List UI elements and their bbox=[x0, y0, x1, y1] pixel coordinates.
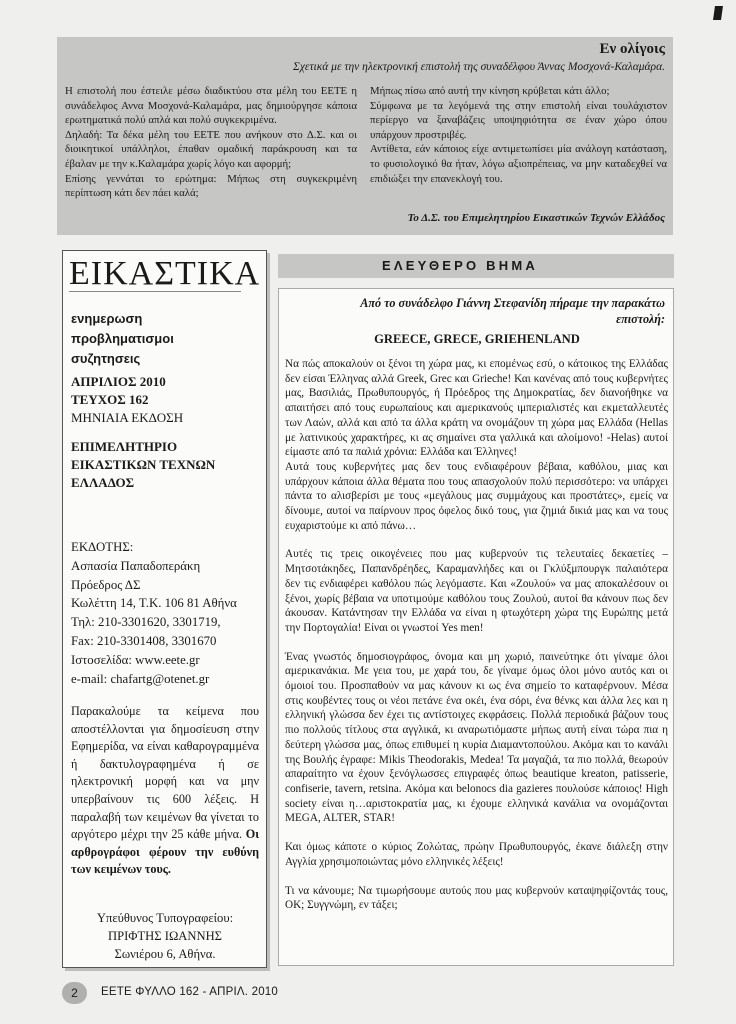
tagline-line: ενημερωση bbox=[71, 311, 143, 326]
publisher-line: ΕΙΚΑΣΤΙΚΩΝ ΤΕΧΝΩΝ bbox=[71, 457, 216, 472]
detail-line: Fax: 210-3301408, 3301670 bbox=[71, 633, 217, 648]
footer-text: ΕΕΤΕ ΦΥΛΛΟ 162 - ΑΠΡΙΛ. 2010 bbox=[101, 986, 278, 998]
paragraph: Αυτές τις τρεις οικογένειες που μας κυβερνούν τις τελευταίες δεκαετίες – Μητσοτάκηδες, Παπανδρέηδες, Καραμανλήδες και οι Γκλύξμπουργκ παλαιότερα δεν τις ενδιαφέρει καθόλου πώς λεγόμαστε. Και «Ζουλού» να μας αποκαλέσουν οι ξένοι, χωρίς βέβαια να υποτιμούμε καθόλου τους Ζουλού, αυτοί θα κάνουν πως δεν άκουσαν. Κατάντησαν την Ελλάδα να είναι η φτωχότερη χώρα της Ευρώπης μετά την Πορτογαλία! Είναι οι γνωστοί Yes men! bbox=[285, 548, 668, 634]
email-line: e-mail: chafartg@otenet.gr bbox=[71, 671, 210, 686]
paragraph: Ένας γνωστός δημοσιογράφος, όνομα και μη χωριό, παινεύτηκε ότι γίναμε όλοι αμερικανάκια. Με γεια του, με χαρά του, δε γίναμε όμως όλοι μόνο αυτός και οι όμοιοί του. Προσπαθούν να μας κάνουν κι ως ένα σημείο το καταφέρνουν. Μέσα στις κουβέντες τους οι νέοι πετάνε ένα οκέι, ένα σόρι, ένα θένκς και άλλα λες και η ελληνική γλώσσα δεν έχει τις αντίστοιχες εκφράσεις. Πολλά περιοδικά βάζουν τους πιο πολλούς τίτλους στα αγγλικά, κι αναρωτιόμαστε μήπως αυτή είναι τώρα πια η δεύτερη γλώσσα μας, όπως επιθυμεί η κυρία Διαμαντοπούλου. Ακόμα και το κανάλι της Βουλής έγραφε: Mikis Theodorakis, Medea! Τα μαγαζιά, τα πιο πολλά, θεωρούν απαραίτητο να έχουν ξενόγλωσσες επιγραφές όπως beautique kreaton, patisserie, confiserie, tavern, retsina. Ακόμα και belonocs dia gazieres πουλούσε κάποιος! High society είναι η…αριστοκρατία μας, κι έχουμε ελληνικά κανάλια να ονομάζονται MEGA, ALTER, STAR! bbox=[285, 650, 668, 825]
issue-month: ΑΠΡΙΛΙΟΣ 2010 bbox=[71, 374, 166, 389]
paragraph: Και όμως κάποτε ο κύριος Ζολώτας, πρώην Πρωθυπουργός, έκανε διάλεξη στην Αγγλία χρησιμοποιώντας μόνο ελληνικές λέξεις! bbox=[285, 841, 668, 868]
article-intro: Από το συνάδελφο Γιάννη Στεφανίδη πήραμε την παρακάτω επιστολή: bbox=[360, 296, 665, 326]
paragraph: Σύμφωνα με τα λεγόμενά της στην επιστολή είναι τουλάχιστον περίεργο να ξαναβάζεις υποψηφιότητα σε έναν χώρο όπου υπάρχουν προστριβές. bbox=[370, 99, 667, 141]
article-box bbox=[278, 288, 674, 966]
submission-notice bbox=[71, 703, 259, 879]
notice-text: Παρακαλούμε τα κείμενα που αποστέλλονται για δημοσίευση στην Εφημερίδα, να είναι καθαρογραμμένα ή δακτυλογραφημένα ή σε ηλεκτρονική μορφή και να μην υπερβαίνουν τις 600 λέξεις. Η παραλαβή των κειμένων θα γίνεται το αργότερο μέχρι την 25 κάθε μήνα. bbox=[71, 704, 259, 842]
paragraph: Δηλαδή: Τα δέκα μέλη του ΕΕΤΕ που ανήκουν στο Δ.Σ. και οι διοικητικοί υπάλληλοι, έπαθαν ομαδική παράκρουση και τα έβαλαν με την κ.Καλαμάρα χωρίς λόγο και αφορμή; bbox=[65, 128, 357, 170]
issue-frequency: ΜΗΝΙΑΙΑ ΕΚΔΟΣΗ bbox=[71, 410, 184, 425]
masthead-box bbox=[62, 250, 267, 968]
tagline-line: προβληματισμοι bbox=[71, 331, 174, 346]
paragraph: Αυτά τους κυβερνήτες μας δεν τους ενδιαφέρουν βέβαια, καθόλου, μιας και υπάρχουν κάποια άλλα θέματα που τους απασχολούν πολύ περισσότερο: να υπάρχει πάντα το αλισβερίσι με τους «μεγάλους μας συμμάχους και προστάτες», εμείς να δίνουμε, αυτοί να παίρνουν προς όφελος δικό τους, για ζημιά δικιά μας και να τους ευχαριστούμε κι από πάνω… bbox=[285, 460, 668, 532]
section-title: ΕΛΕΥΘΕΡΟ ΒΗΜΑ bbox=[382, 258, 538, 273]
in-brief-subtitle: Σχετικά με την ηλεκτρονική επιστολή της συναδέλφου Άννας Μοσχονά-Καλαμάρα. bbox=[293, 61, 665, 73]
section-header bbox=[278, 254, 674, 278]
paragraph: Αντίθετα, εάν κάποιος είχε αντιμετωπίσει μία ανάλογη κατάσταση, το φυσιολογικό θα ήταν, λόγω αξιοπρέπειας, να μην καταδεχθεί να επιδιώξει την επανεκλογή του. bbox=[370, 143, 667, 185]
printer-info bbox=[71, 909, 259, 963]
in-brief-signature: Το Δ.Σ. του Επιμελητηρίου Εικαστικών Τεχνών Ελλάδος bbox=[407, 212, 665, 224]
paragraph: Μήπως πίσω από αυτή την κίνηση κρύβεται κάτι άλλο; bbox=[370, 85, 610, 97]
printer-line: Υπεύθυνος Τυπογραφείου: bbox=[96, 911, 234, 925]
masthead-logo: ΕΙΚΑΣΤΙΚΑ bbox=[69, 255, 261, 292]
detail-line: Ασπασία Παπαδοπεράκη bbox=[71, 558, 201, 573]
publisher-name bbox=[71, 438, 215, 492]
publisher-details bbox=[71, 538, 237, 688]
website-line: Ιστοσελίδα: www.eete.gr bbox=[71, 652, 200, 667]
detail-line: Κωλέττη 14, Τ.Κ. 106 81 Αθήνα bbox=[71, 596, 237, 611]
publisher-line: ΕΠΙΜΕΛΗΤΗΡΙΟ bbox=[71, 439, 178, 454]
page-number: 2 bbox=[62, 982, 87, 1004]
in-brief-title: Εν ολίγοις bbox=[599, 41, 665, 57]
detail-line: ΕΚΔΟΤΗΣ: bbox=[71, 540, 134, 554]
paragraph: Να πώς αποκαλούν οι ξένοι τη χώρα μας, κι επομένως εσύ, ο κάτοικος της Ελλάδας δεν είσαι Έλληνας αλλά Greek, Grec και Grieche! Και κανένας από τους κυβερνήτες μας, Βασιλιάς, Πρωθυπουργός, ή Πρόεδρος της Δημοκρατίας, δεν διανοήθηκε να απαιτήσει από τους ευρωπαίους και αμερικανούς ιμπεριαλιστές και εκμεταλλευτές των Λαών, αλλά και από τα άλλα κράτη να ονομάζουν τη χώρα μας Ελλάδα (Hellas με λατινικούς χαρακτήρες, κι ας σημαίνει στα γαλλικά και αλοίμονο! -Helas) αυτοί είμαστε από τα παλιά χρόνια: Ελλάδα και Έλληνες! bbox=[285, 358, 668, 459]
paragraph: Η επιστολή που έστειλε μέσω διαδικτύου στα μέλη του ΕΕΤΕ η συνάδελφος Αννα Μοσχονά-Καλαμάρα, μας δημιούργησε κάποια ερωτηματικά πολύ απλά και πολύ συγκεκριμένα. bbox=[65, 85, 357, 127]
detail-line: Τηλ: 210-3301620, 3301719, bbox=[71, 615, 221, 630]
masthead-tagline bbox=[71, 309, 174, 369]
printer-line: ΠΡΙΦΤΗΣ ΙΩΑΝΝΗΣ bbox=[107, 929, 223, 943]
issue-info bbox=[71, 373, 183, 427]
issue-number: ΤΕΥΧΟΣ 162 bbox=[71, 392, 149, 407]
article-body bbox=[285, 357, 668, 913]
article-title: GREECE, GRECE, GRIEHENLAND bbox=[374, 332, 580, 346]
printer-line: Σωνιέρου 6, Αθήνα. bbox=[114, 947, 216, 961]
scan-mark bbox=[713, 6, 723, 20]
in-brief-left-column bbox=[65, 84, 357, 201]
in-brief-right-column bbox=[370, 84, 667, 186]
detail-line: Πρόεδρος ΔΣ bbox=[71, 577, 141, 592]
notice-bold: Οι αρθρογράφοι φέρουν την ευθύνη των κειμένων τους. bbox=[71, 827, 259, 877]
tagline-line: συζητησεις bbox=[71, 351, 141, 366]
in-brief-box bbox=[57, 37, 673, 235]
paragraph: Επίσης γεννάται το ερώτημα: Μήπως στη συγκεκριμένη περίπτωση κάτι δεν πάει καλά; bbox=[65, 172, 357, 200]
publisher-line: ΕΛΛΑΔΟΣ bbox=[71, 475, 135, 490]
paragraph: Τι να κάνουμε; Να τιμωρήσουμε αυτούς που μας κυβερνούν καταψηφίζοντάς τους, OK; Συγγνώμη, εν τάξει; bbox=[285, 884, 668, 912]
